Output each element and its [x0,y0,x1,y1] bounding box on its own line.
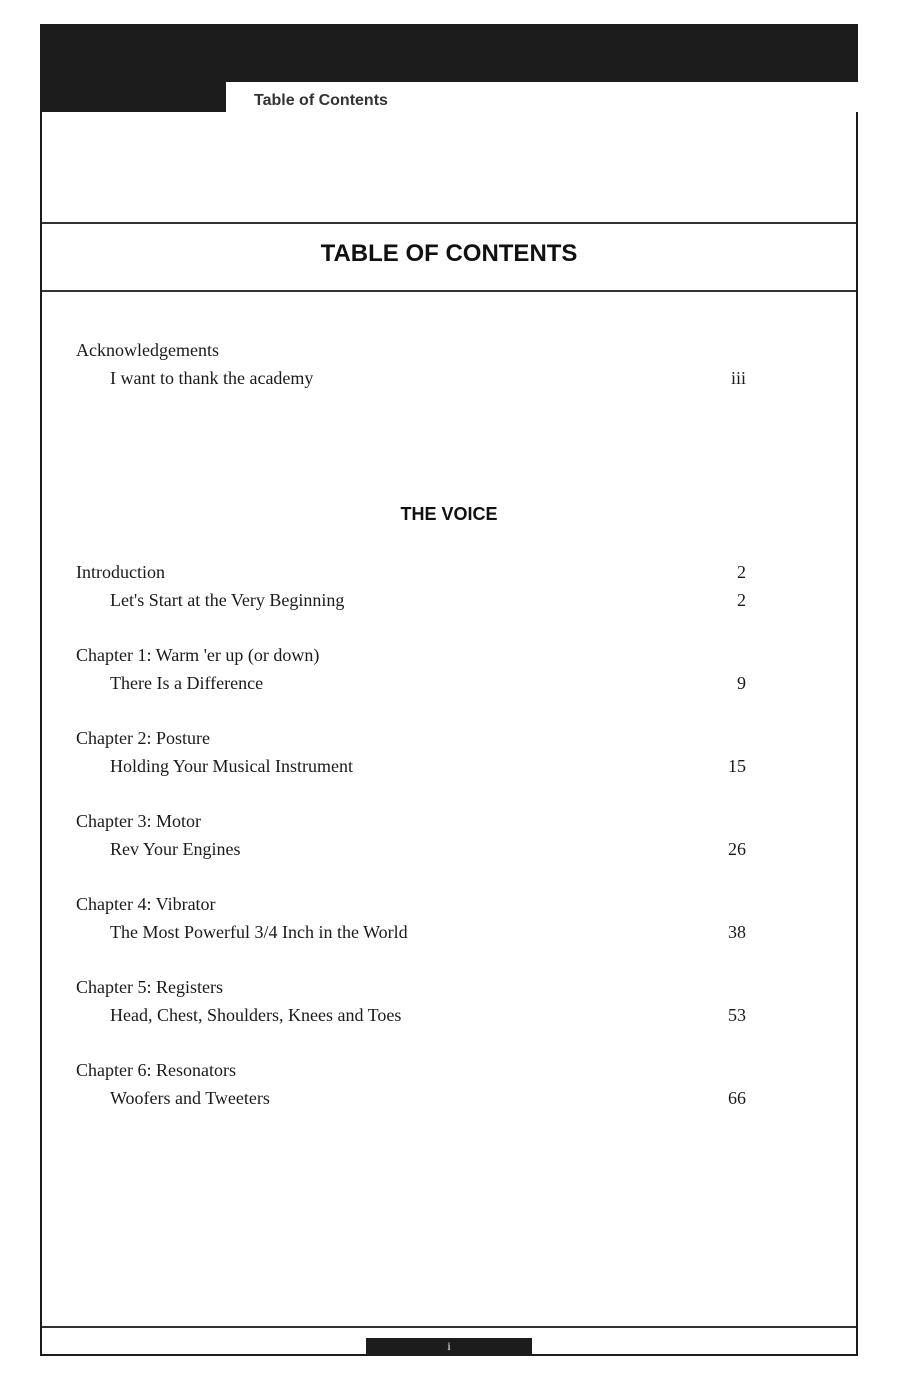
toc-entry-chapter-5 [76,977,746,1033]
entry-subtitle: Holding Your Musical Instrument [110,756,353,776]
toc-entry-chapter-2 [76,728,746,784]
entry-page-number: 9 [737,673,746,693]
header-band-extension [42,82,226,112]
entry-title: Chapter 1: Warm 'er up (or down) [76,645,320,665]
entry-title: Chapter 3: Motor [76,811,201,831]
section-heading: THE VOICE [400,504,498,524]
entry-page-number: 38 [728,922,746,942]
toc-entry-acknowledgements [76,340,746,396]
entry-subtitle: Woofers and Tweeters [110,1088,270,1108]
title-top-rule [42,222,856,224]
header-band [42,26,856,82]
entry-page-number: 26 [728,839,746,859]
entry-page-number: 2 [737,590,746,610]
entry-title: Chapter 5: Registers [76,977,223,997]
toc-entry-chapter-6 [76,1060,746,1116]
entry-title: Chapter 2: Posture [76,728,210,748]
entry-title-page-number: 2 [737,562,746,582]
footer-page-bar [366,1338,532,1354]
entry-subtitle: Rev Your Engines [110,839,241,859]
page-title: TABLE OF CONTENTS [320,240,578,267]
entry-subtitle: The Most Powerful 3/4 Inch in the World [110,922,408,942]
entry-subtitle: Head, Chest, Shoulders, Knees and Toes [110,1005,402,1025]
title-bottom-rule [42,290,856,292]
entry-title: Chapter 4: Vibrator [76,894,216,914]
entry-subtitle: Let's Start at the Very Beginning [110,590,345,610]
entry-title: Introduction [76,562,165,582]
footer-page-number: i [447,1339,451,1353]
entry-title: Acknowledgements [76,340,219,360]
entry-page-number: iii [730,368,746,388]
entry-title: Chapter 6: Resonators [76,1060,236,1080]
running-header: Table of Contents [254,92,388,109]
entry-page-number: 15 [728,756,746,776]
footer-rule [42,1326,856,1328]
toc-entry-introduction [76,562,746,618]
toc-entry-chapter-3 [76,811,746,867]
toc-entry-chapter-4 [76,894,746,950]
entry-page-number: 66 [728,1088,746,1108]
page-frame [40,24,858,1356]
toc-entry-chapter-1 [76,645,746,701]
entry-page-number: 53 [728,1005,746,1025]
entry-subtitle: I want to thank the academy [110,368,314,388]
entry-subtitle: There Is a Difference [110,673,264,693]
